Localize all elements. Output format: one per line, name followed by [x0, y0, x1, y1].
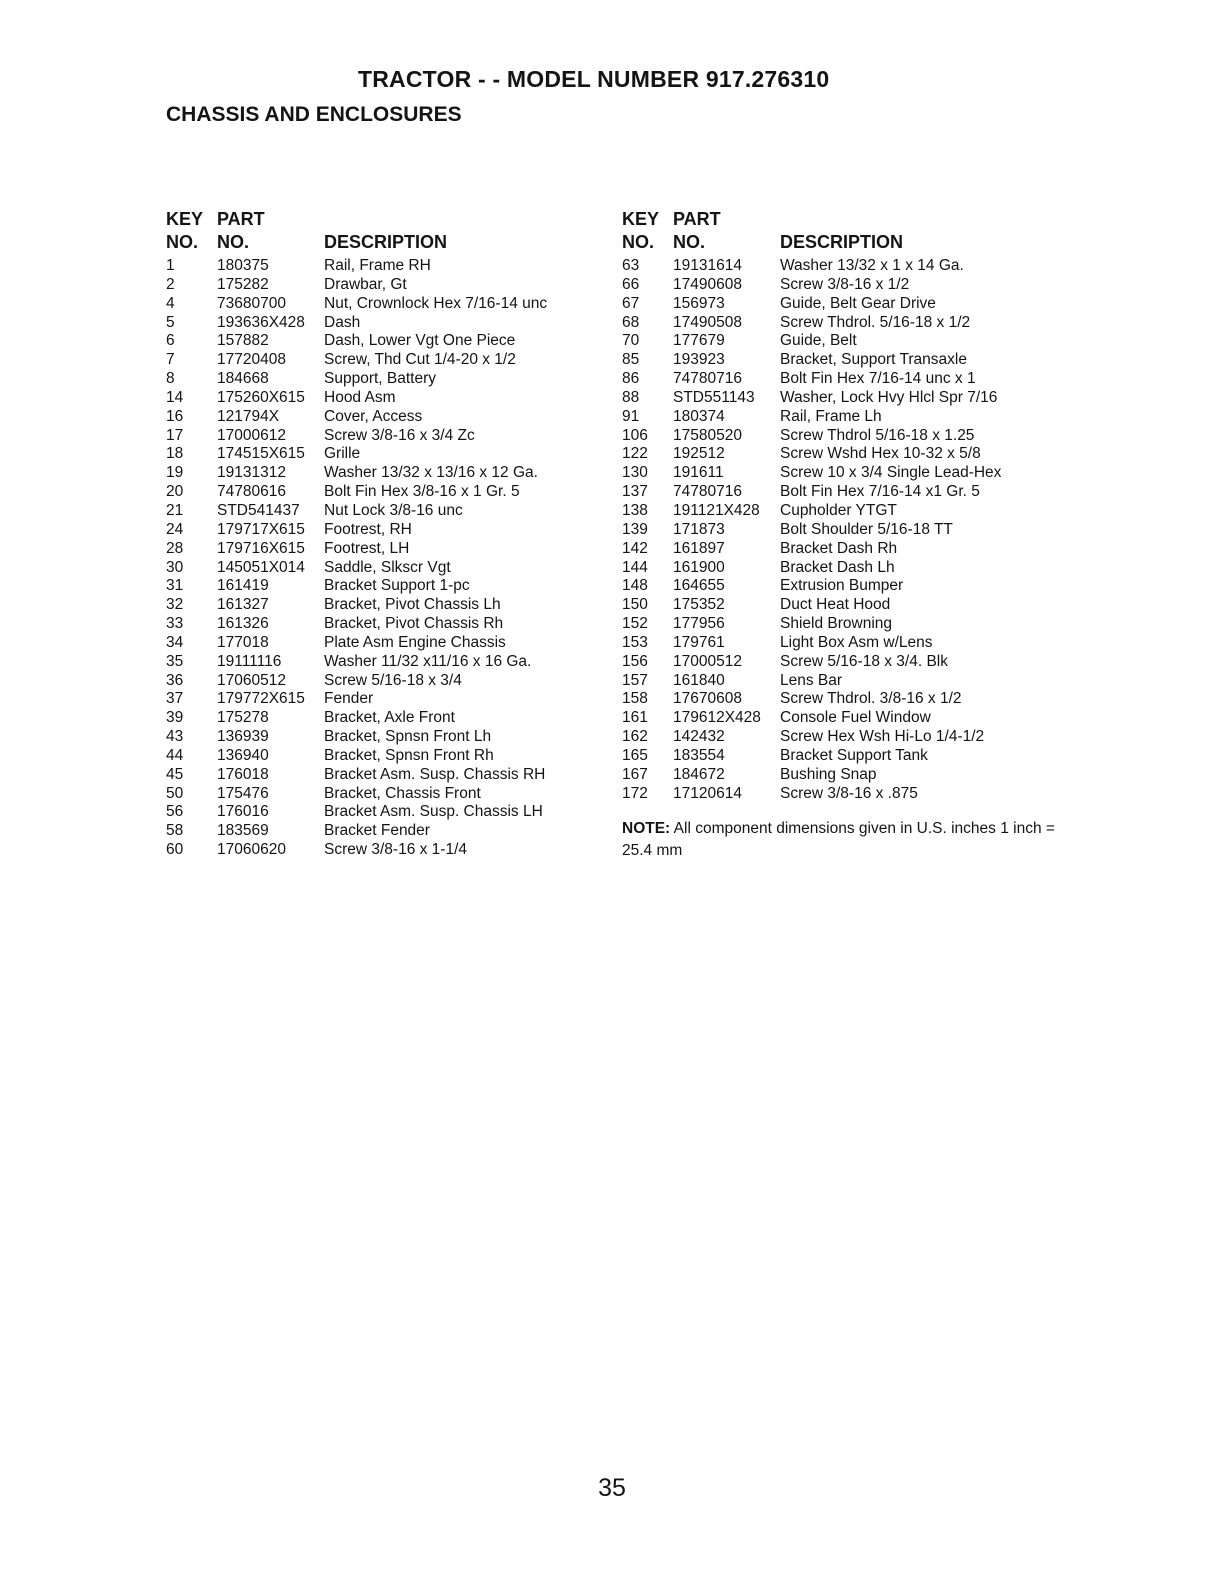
- table-row: [622, 314, 1062, 333]
- key-number: 17: [166, 426, 184, 444]
- part-number: 191611: [673, 464, 724, 482]
- table-row: [622, 521, 1062, 540]
- section-title: CHASSIS AND ENCLOSURES: [166, 103, 462, 126]
- key-number: 148: [622, 577, 648, 595]
- header-key-line2: NO.: [166, 232, 199, 252]
- part-number: 17060512: [217, 671, 286, 689]
- table-row: [622, 596, 1062, 615]
- table-row: [166, 728, 606, 747]
- table-row: [166, 841, 606, 860]
- part-number: 17490508: [673, 313, 742, 331]
- part-number: 183569: [217, 822, 269, 840]
- table-row: [622, 332, 1062, 351]
- part-number: 161419: [217, 577, 269, 595]
- part-number: 17120614: [673, 784, 742, 802]
- table-row: [166, 257, 606, 276]
- part-description: Fender: [324, 690, 374, 708]
- part-description: Bolt Fin Hex 3/8-16 x 1 Gr. 5: [324, 483, 520, 501]
- note-label: NOTE:: [622, 820, 671, 837]
- part-description: Bracket, Pivot Chassis Rh: [324, 615, 504, 633]
- key-number: 18: [166, 445, 184, 463]
- table-row: [166, 540, 606, 559]
- part-description: Washer 13/32 x 13/16 x 12 Ga.: [324, 464, 538, 482]
- part-number: 17720408: [217, 351, 286, 369]
- table-row: [622, 709, 1062, 728]
- key-number: 144: [622, 558, 648, 576]
- table-row: [622, 559, 1062, 578]
- part-number: 180374: [673, 407, 725, 425]
- part-description: Nut, Crownlock Hex 7/16-14 unc: [324, 294, 548, 312]
- note-text: All component dimensions given in U.S. inches 1 inch = 25.4 mm: [622, 820, 1055, 859]
- part-number: 179612X428: [673, 709, 761, 727]
- key-number: 39: [166, 709, 184, 727]
- part-description: Screw Thdrol. 5/16-18 x 1/2: [780, 313, 971, 331]
- key-number: 86: [622, 370, 640, 388]
- part-description: Saddle, Slkscr Vgt: [324, 558, 451, 576]
- key-number: 172: [622, 784, 648, 802]
- key-number: 1: [166, 257, 175, 274]
- part-description: Bolt Fin Hex 7/16-14 unc x 1: [780, 370, 976, 388]
- part-description: Hood Asm: [324, 388, 396, 406]
- part-number: 74780716: [673, 483, 742, 501]
- key-number: 5: [166, 313, 175, 331]
- part-number: 74780616: [217, 483, 286, 501]
- table-row: [166, 408, 606, 427]
- key-number: 32: [166, 596, 184, 614]
- table-row: [622, 483, 1062, 502]
- table-row: [166, 427, 606, 446]
- part-number: 177956: [673, 615, 725, 633]
- part-description: Screw, Thd Cut 1/4-20 x 1/2: [324, 351, 516, 369]
- part-description: Bracket, Chassis Front: [324, 784, 481, 802]
- part-number: 19111116: [217, 652, 282, 670]
- part-description: Footrest, LH: [324, 539, 410, 557]
- key-number: 157: [622, 671, 648, 689]
- part-number: 175352: [673, 596, 725, 614]
- key-number: 139: [622, 520, 648, 538]
- part-description: Dash, Lower Vgt One Piece: [324, 332, 516, 350]
- header-key-line1: KEY: [622, 209, 660, 229]
- table-row: [622, 577, 1062, 596]
- key-number: 56: [166, 803, 184, 821]
- table-row: [622, 690, 1062, 709]
- part-description: Bracket, Support Transaxle: [780, 351, 967, 369]
- part-description: Screw Hex Wsh Hi-Lo 1/4-1/2: [780, 728, 985, 746]
- key-number: 14: [166, 388, 184, 406]
- key-number: 66: [622, 275, 640, 293]
- key-number: 138: [622, 501, 648, 519]
- key-number: 70: [622, 332, 640, 350]
- key-number: 156: [622, 652, 648, 670]
- table-row: [166, 822, 606, 841]
- table-row: [622, 747, 1062, 766]
- part-description: Extrusion Bumper: [780, 577, 904, 595]
- table-row: [166, 521, 606, 540]
- part-number: 171873: [673, 520, 725, 538]
- part-description: Bracket, Spnsn Front Rh: [324, 746, 494, 764]
- part-number: 175260X615: [217, 388, 305, 406]
- part-number: 157882: [217, 332, 269, 350]
- part-description: Bolt Shoulder 5/16-18 TT: [780, 520, 953, 538]
- key-number: 150: [622, 596, 648, 614]
- part-description: Bracket Asm. Susp. Chassis LH: [324, 803, 543, 821]
- key-number: 152: [622, 615, 648, 633]
- table-row: [622, 502, 1062, 521]
- page-number: 35: [598, 1474, 626, 1502]
- key-number: 4: [166, 294, 175, 312]
- table-row: [166, 785, 606, 804]
- table-row: [622, 427, 1062, 446]
- table-row: [166, 389, 606, 408]
- part-number: 161897: [673, 539, 725, 557]
- part-number: 17060620: [217, 841, 286, 859]
- part-description: Bushing Snap: [780, 765, 877, 783]
- key-number: 28: [166, 539, 184, 557]
- part-number: 17000612: [217, 426, 286, 444]
- table-row: [622, 370, 1062, 389]
- part-description: Bracket Dash Rh: [780, 539, 898, 557]
- table-row: [622, 295, 1062, 314]
- table-row: [622, 672, 1062, 691]
- key-number: 158: [622, 690, 648, 708]
- key-number: 130: [622, 464, 648, 482]
- part-number: STD541437: [217, 501, 300, 519]
- part-description: Bracket, Axle Front: [324, 709, 455, 727]
- part-description: Rail, Frame Lh: [780, 407, 882, 425]
- table-row: [166, 653, 606, 672]
- part-number: 164655: [673, 577, 725, 595]
- table-row: [166, 351, 606, 370]
- header-description: DESCRIPTION: [324, 232, 448, 252]
- part-description: Support, Battery: [324, 370, 437, 388]
- key-number: 106: [622, 426, 648, 444]
- part-number: STD551143: [673, 388, 755, 406]
- key-number: 30: [166, 558, 184, 576]
- part-description: Washer 13/32 x 1 x 14 Ga.: [780, 257, 964, 274]
- table-row: [166, 370, 606, 389]
- key-number: 137: [622, 483, 648, 501]
- part-number: 161840: [673, 671, 725, 689]
- part-number: 179717X615: [217, 520, 305, 538]
- table-row: [622, 408, 1062, 427]
- table-row: [166, 634, 606, 653]
- header-description: DESCRIPTION: [780, 232, 904, 252]
- part-description: Plate Asm Engine Chassis: [324, 633, 506, 651]
- part-number: 73680700: [217, 294, 286, 312]
- part-number: 161326: [217, 615, 269, 633]
- part-description: Bracket Support 1-pc: [324, 577, 470, 595]
- part-description: Bracket Support Tank: [780, 746, 928, 764]
- key-number: 161: [622, 709, 648, 727]
- part-number: 156973: [673, 294, 725, 312]
- page-title: TRACTOR - - MODEL NUMBER 917.276310: [358, 66, 830, 92]
- part-description: Bracket, Spnsn Front Lh: [324, 728, 492, 746]
- table-row: [166, 276, 606, 295]
- key-number: 8: [166, 370, 175, 388]
- key-number: 37: [166, 690, 184, 708]
- key-number: 43: [166, 728, 184, 746]
- table-row: [622, 615, 1062, 634]
- part-description: Light Box Asm w/Lens: [780, 633, 933, 651]
- part-number: 74780716: [673, 370, 742, 388]
- header-part-line1: PART: [673, 209, 721, 229]
- parts-list-header: [622, 209, 1062, 257]
- part-description: Screw Thdrol. 3/8-16 x 1/2: [780, 690, 962, 708]
- header-key-line1: KEY: [166, 209, 204, 229]
- part-description: Grille: [324, 445, 361, 463]
- part-description: Cupholder YTGT: [780, 501, 897, 519]
- key-number: 50: [166, 784, 184, 802]
- table-row: [622, 445, 1062, 464]
- key-number: 33: [166, 615, 184, 633]
- key-number: 122: [622, 445, 648, 463]
- table-row: [622, 766, 1062, 785]
- part-description: Bracket Fender: [324, 822, 430, 840]
- part-description: Screw 3/8-16 x 1/2: [780, 275, 910, 293]
- part-description: Rail, Frame RH: [324, 257, 431, 274]
- key-number: 162: [622, 728, 648, 746]
- part-number: 136940: [217, 746, 269, 764]
- key-number: 20: [166, 483, 184, 501]
- part-number: 176016: [217, 803, 269, 821]
- part-number: 17490608: [673, 275, 742, 293]
- part-number: 183554: [673, 746, 725, 764]
- key-number: 36: [166, 671, 184, 689]
- key-number: 63: [622, 257, 640, 274]
- header-key-line2: NO.: [622, 232, 655, 252]
- key-number: 60: [166, 841, 184, 859]
- part-description: Duct Heat Hood: [780, 596, 891, 614]
- part-description: Screw 5/16-18 x 3/4. Blk: [780, 652, 948, 670]
- part-description: Washer 11/32 x11/16 x 16 Ga.: [324, 652, 532, 670]
- table-row: [166, 445, 606, 464]
- table-row: [622, 257, 1062, 276]
- parts-list-right: [622, 209, 1062, 803]
- part-number: 136939: [217, 728, 269, 746]
- part-description: Screw Thdrol 5/16-18 x 1.25: [780, 426, 975, 444]
- part-number: 184668: [217, 370, 269, 388]
- part-description: Nut Lock 3/8-16 unc: [324, 501, 463, 519]
- key-number: 35: [166, 652, 184, 670]
- key-number: 2: [166, 275, 175, 293]
- key-number: 88: [622, 388, 640, 406]
- table-row: [166, 596, 606, 615]
- part-description: Footrest, RH: [324, 520, 412, 538]
- part-number: 142432: [673, 728, 725, 746]
- parts-list-left: [166, 209, 606, 860]
- parts-rows-left: [166, 257, 606, 860]
- part-description: Cover, Access: [324, 407, 423, 425]
- part-description: Dash: [324, 313, 361, 331]
- table-row: [166, 672, 606, 691]
- part-number: 193923: [673, 351, 725, 369]
- table-row: [166, 502, 606, 521]
- part-description: Screw 3/8-16 x .875: [780, 784, 918, 802]
- part-description: Bracket Asm. Susp. Chassis RH: [324, 765, 546, 783]
- key-number: 31: [166, 577, 184, 595]
- part-number: 161327: [217, 596, 269, 614]
- key-number: 58: [166, 822, 184, 840]
- part-number: 19131312: [217, 464, 286, 482]
- part-number: 184672: [673, 765, 725, 783]
- table-row: [166, 690, 606, 709]
- key-number: 85: [622, 351, 640, 369]
- header-part-line1: PART: [217, 209, 265, 229]
- part-description: Guide, Belt Gear Drive: [780, 294, 936, 312]
- key-number: 7: [166, 351, 175, 369]
- part-number: 161900: [673, 558, 725, 576]
- part-number: 19131614: [673, 257, 742, 274]
- key-number: 165: [622, 746, 648, 764]
- dimensions-note: [622, 818, 1062, 862]
- part-number: 180375: [217, 257, 269, 274]
- key-number: 16: [166, 407, 184, 425]
- table-row: [166, 747, 606, 766]
- table-row: [166, 332, 606, 351]
- part-number: 179761: [673, 633, 725, 651]
- part-number: 179716X615: [217, 539, 305, 557]
- table-row: [166, 615, 606, 634]
- part-description: Drawbar, Gt: [324, 275, 407, 293]
- table-row: [166, 314, 606, 333]
- key-number: 142: [622, 539, 648, 557]
- header-part-line2: NO.: [673, 232, 706, 252]
- part-description: Screw 10 x 3/4 Single Lead-Hex: [780, 464, 1002, 482]
- part-number: 191121X428: [673, 501, 760, 519]
- table-row: [166, 464, 606, 483]
- table-row: [622, 540, 1062, 559]
- part-number: 175278: [217, 709, 269, 727]
- table-row: [622, 276, 1062, 295]
- part-number: 175282: [217, 275, 269, 293]
- part-number: 177679: [673, 332, 725, 350]
- part-number: 174515X615: [217, 445, 305, 463]
- part-number: 177018: [217, 633, 269, 651]
- table-row: [622, 728, 1062, 747]
- part-number: 175476: [217, 784, 269, 802]
- key-number: 91: [622, 407, 640, 425]
- table-row: [166, 577, 606, 596]
- part-description: Screw 3/8-16 x 3/4 Zc: [324, 426, 475, 444]
- part-description: Screw Wshd Hex 10-32 x 5/8: [780, 445, 981, 463]
- key-number: 68: [622, 313, 640, 331]
- key-number: 34: [166, 633, 184, 651]
- part-description: Bracket Dash Lh: [780, 558, 895, 576]
- part-description: Lens Bar: [780, 671, 843, 689]
- part-number: 17000512: [673, 652, 742, 670]
- table-row: [166, 766, 606, 785]
- part-number: 17580520: [673, 426, 742, 444]
- key-number: 21: [166, 501, 184, 519]
- part-description: Washer, Lock Hvy Hlcl Spr 7/16: [780, 388, 998, 406]
- part-number: 176018: [217, 765, 269, 783]
- part-number: 17670608: [673, 690, 742, 708]
- table-row: [622, 634, 1062, 653]
- key-number: 67: [622, 294, 640, 312]
- table-row: [166, 559, 606, 578]
- table-row: [166, 483, 606, 502]
- table-row: [622, 785, 1062, 804]
- part-number: 179772X615: [217, 690, 305, 708]
- key-number: 167: [622, 765, 648, 783]
- table-row: [166, 295, 606, 314]
- part-description: Guide, Belt: [780, 332, 857, 350]
- part-description: Screw 5/16-18 x 3/4: [324, 671, 462, 689]
- header-part-line2: NO.: [217, 232, 250, 252]
- part-description: Screw 3/8-16 x 1-1/4: [324, 841, 468, 859]
- part-number: 121794X: [217, 407, 280, 425]
- key-number: 44: [166, 746, 184, 764]
- part-number: 192512: [673, 445, 725, 463]
- key-number: 153: [622, 633, 648, 651]
- key-number: 19: [166, 464, 184, 482]
- part-number: 193636X428: [217, 313, 305, 331]
- part-description: Bracket, Pivot Chassis Lh: [324, 596, 501, 614]
- key-number: 45: [166, 765, 184, 783]
- parts-rows-right: [622, 257, 1062, 803]
- part-description: Bolt Fin Hex 7/16-14 x1 Gr. 5: [780, 483, 980, 501]
- key-number: 6: [166, 332, 175, 350]
- table-row: [622, 351, 1062, 370]
- part-description: Console Fuel Window: [780, 709, 931, 727]
- table-row: [622, 389, 1062, 408]
- part-number: 145051X014: [217, 558, 305, 576]
- key-number: 24: [166, 520, 184, 538]
- table-row: [622, 464, 1062, 483]
- part-description: Shield Browning: [780, 615, 893, 633]
- table-row: [622, 653, 1062, 672]
- parts-list-header: [166, 209, 606, 257]
- table-row: [166, 709, 606, 728]
- table-row: [166, 803, 606, 822]
